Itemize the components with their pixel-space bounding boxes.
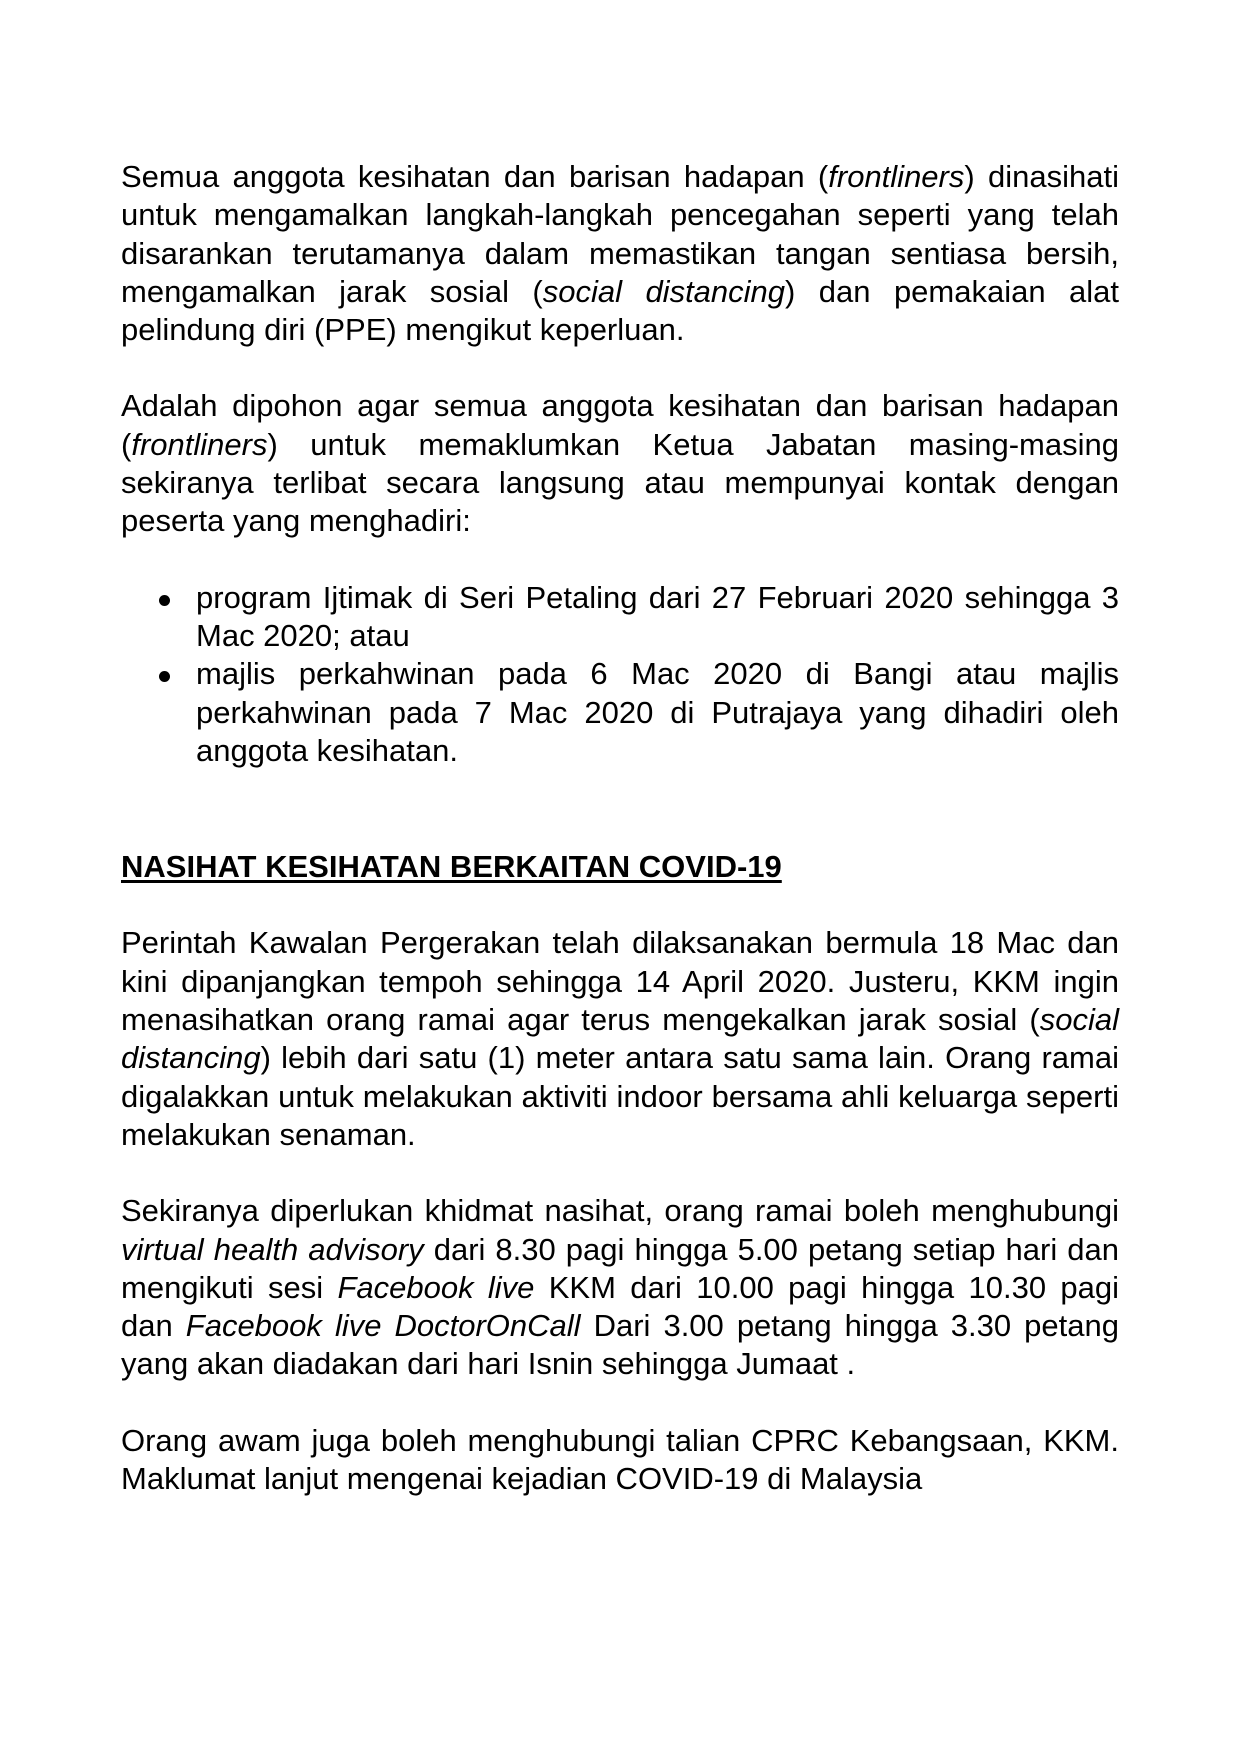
paragraph-notify-department: Adalah dipohon agar semua anggota kesihatan dan barisan hadapan (frontliners) untuk memaklumkan Ketua Jabatan masing-masing sekiranya terlibat secara langsung atau mempunyai kontak dengan peserta yang menghadiri: bbox=[121, 388, 1119, 539]
paragraph-frontliners-advice: Semua anggota kesihatan dan barisan hadapan (frontliners) dinasihati untuk mengamalkan langkah-langkah pencegahan seperti yang telah disarankan terutamanya dalam memastikan tangan sentiasa bersih, mengamalkan jarak sosial (social distancing) dan pemakaian alat pelindung diri (PPE) mengikut keperluan. bbox=[121, 159, 1119, 348]
paragraph-health-advisory: Sekiranya diperlukan khidmat nasihat, orang ramai boleh menghubungi virtual health advisory dari 8.30 pagi hingga 5.00 petang setiap hari dan mengikuti sesi Facebook live KKM dari 10.00 pagi hingga 10.30 pagi dan Facebook live DoctorOnCall Dari 3.00 petang hingga 3.30 petang yang akan diadakan dari hari Isnin sehingga Jumaat . bbox=[121, 1193, 1120, 1382]
paragraph-cprc-contact: Orang awam juga boleh menghubungi talian CPRC Kebangsaan, KKM. Maklumat lanjut mengenai kejadian COVID-19 di Malaysia bbox=[121, 1422, 1119, 1497]
bullet-icon bbox=[159, 671, 170, 682]
list-item: program Ijtimak di Seri Petaling dari 27 Februari 2020 sehingga 3 Mac 2020; atau bbox=[121, 579, 1119, 656]
document-page bbox=[121, 158, 1119, 1498]
list-item: majlis perkahwinan pada 6 Mac 2020 di Bangi atau majlis perkahwinan pada 7 Mac 2020 di Putrajaya yang dihadiri oleh anggota kesihatan. bbox=[121, 655, 1119, 770]
event-list bbox=[121, 579, 1119, 770]
bullet-icon bbox=[159, 595, 170, 606]
paragraph-movement-control: Perintah Kawalan Pergerakan telah dilaksanakan bermula 18 Mac dan kini dipanjangkan tempoh sehingga 14 April 2020. Justeru, KKM ingin menasihatkan orang ramai agar terus mengekalkan jarak sosial (social distancing) lebih dari satu (1) meter antara satu sama lain. Orang ramai digalakkan untuk melakukan aktiviti indoor bersama ahli keluarga seperti melakukan senaman. bbox=[121, 925, 1119, 1152]
section-heading: NASIHAT KESIHATAN BERKAITAN COVID-19 bbox=[121, 849, 782, 885]
